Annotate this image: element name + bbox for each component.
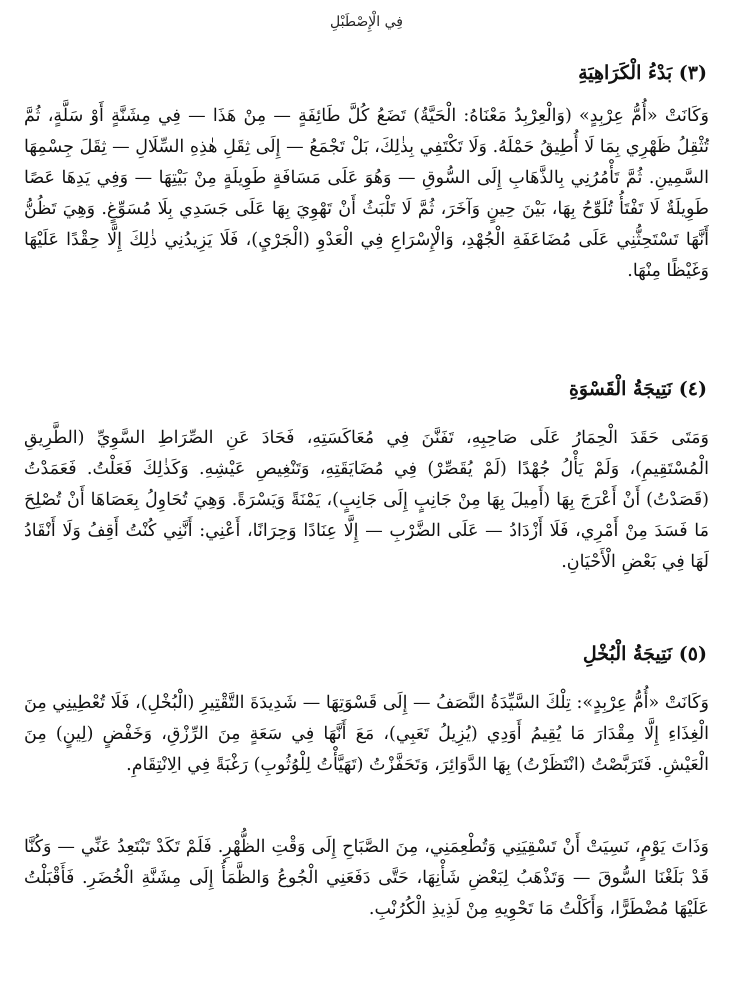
section-paragraph: وَكَانَتْ «أُمُّ عِرْبِدٍ»: تِلْكَ السَّيِّدَةُ النَّصَفُ — إِلَى قَسْوَتِهَا — شَدِيدَةَ التَّقْتِيرِ (الْبُخْلِ)، فَلَا تُعْطِينِي مِنَ الْغِذَاءِ إِلَّا مِقْدَارَ مَا يُقِيمُ أَوَدِي (يُزِيلُ تَعَبِي)، مَعَ أَنَّهَا فِي سَعَةٍ مِنَ الرِّزْقِ، وَخَفْضٍ (لِينٍ) مِنَ الْعَيْشِ. فَتَرَبَّصْتُ (انْتَظَرْتُ) بِهَا الدَّوَائِرَ، وَتَحَفَّزْتُ (تَهَيَّأْتُ لِلْوُثُوبِ) رَغْبَةً فِي الِانْتِقَامِ. bbox=[24, 693, 709, 775]
running-header: فِي الْإِصْطَبْلِ bbox=[330, 14, 403, 30]
section-title-result-of-stinginess: (٥) نَتِيجَةُ الْبُخْلِ bbox=[582, 643, 707, 665]
section-title-result-of-cruelty: (٤) نَتِيجَةُ الْقَسْوَةِ bbox=[568, 378, 707, 400]
section-paragraph: وَمَتَى حَقَدَ الْحِمَارُ عَلَى صَاحِبِهِ، تَفَنَّنَ فِي مُعَاكَسَتِهِ، فَحَادَ عَنِ الصِّرَاطِ السَّوِيِّ (الطَّرِيقِ الْمُسْتَقِيمِ)، وَلَمْ يَأْلُ جُهْدًا (لَمْ يُقَصِّرْ) فِي مُضَايَقَتِهِ، وَتَنْغِيصِ عَيْشِهِ. وَكَذٰلِكَ فَعَلْتُ. فَعَمَدْتُ (قَصَدْتُ) أَنْ أَعْرَجَ بِهَا (أَمِيلَ بِهَا مِنْ جَانِبٍ إِلَى جَانِبٍ)، يَمْنَةً وَيَسْرَةً. وَهِيَ تُحَاوِلُ بِعَصَاهَا أَنْ تُصْلِحَ مَا فَسَدَ مِنْ أَمْرِي، فَلَا أَزْدَادُ — عَلَى الضَّرْبِ — إِلَّا عِنَادًا وَحِرَانًا، أَعْنِي: أَنَّنِي كُنْتُ أَقِفُ وَلَا أَنْقَادُ لَهَا فِي بَعْضِ الْأَحْيَانِ. bbox=[24, 428, 709, 572]
section-paragraph: وَكَانَتْ «أُمُّ عِرْبِدٍ» (وَالْعِرْبِدُ مَعْنَاهُ: الْحَيَّةُ) تَضَعُ كُلَّ طَائِفَةٍ — مِنْ هَذَا — فِي مِشَنَّةٍ أَوْ سَلَّةٍ، ثُمَّ تُثْقِلُ ظَهْرِي بِمَا لَا أُطِيقُ حَمْلَهُ. وَلَا تَكْتَفِي بِذٰلِكَ، بَلْ تَجْمَعُ — إِلَى ثِقَلِ هٰذِهِ السِّلَالِ — ثِقَلَ جِسْمِهَا السَّمِينِ. ثُمَّ تَأْمُرُنِي بِالذَّهَابِ إِلَى السُّوقِ — وَهُوَ عَلَى مَسَافَةٍ طَوِيلَةٍ مِنْ بَيْتِهَا — وَفِي يَدِهَا عَصًا طَوِيلَةٌ لَا تَفْتَأُ تُلَوِّحُ بِهَا، بَيْنَ حِينٍ وَآخَرَ، ثُمَّ لَا تَلْبَثُ أَنْ تَهْوِيَ بِهَا عَلَى جَسَدِي بِلَا مُسَوِّغٍ. وَهِيَ تَظُنُّ أَنَّهَا تَسْتَحِثُّنِي عَلَى مُضَاعَفَةِ الْجُهْدِ، وَالْإِسْرَاعِ فِي الْعَدْوِ (الْجَرْيِ)، فَلَا يَزِيدُنِي ذٰلِكَ إِلَّا حِقْدًا عَلَيْهَا وَغَيْظًا مِنْهَا. bbox=[24, 106, 709, 281]
section-title-start-of-hatred: (٣) بَدْءُ الْكَرَاهِيَةِ bbox=[578, 62, 707, 84]
section-paragraph: وَذَاتَ يَوْمٍ، نَسِيَتْ أَنْ تَسْقِيَنِي وَتُطْعِمَنِي، مِنَ الصَّبَاحِ إِلَى وَقْتِ الظُّهْرِ. فَلَمْ تَكَدْ تَبْتَعِدُ عَنِّي — وَكُنَّا قَدْ بَلَغْنَا السُّوقَ — وَتَذْهَبُ لِبَعْضِ شَأْنِهَا، حَتَّى دَفَعَنِي الْجُوعُ وَالظَّمَأُ إِلَى مِشَنَّةِ الْخُضَرِ. فَأَقْبَلْتُ عَلَيْهَا مُضْطَرًّا، وَأَكَلْتُ مَا تَحْوِيهِ مِنْ لَذِيذِ الْكُرُنْبِ. bbox=[24, 837, 709, 919]
